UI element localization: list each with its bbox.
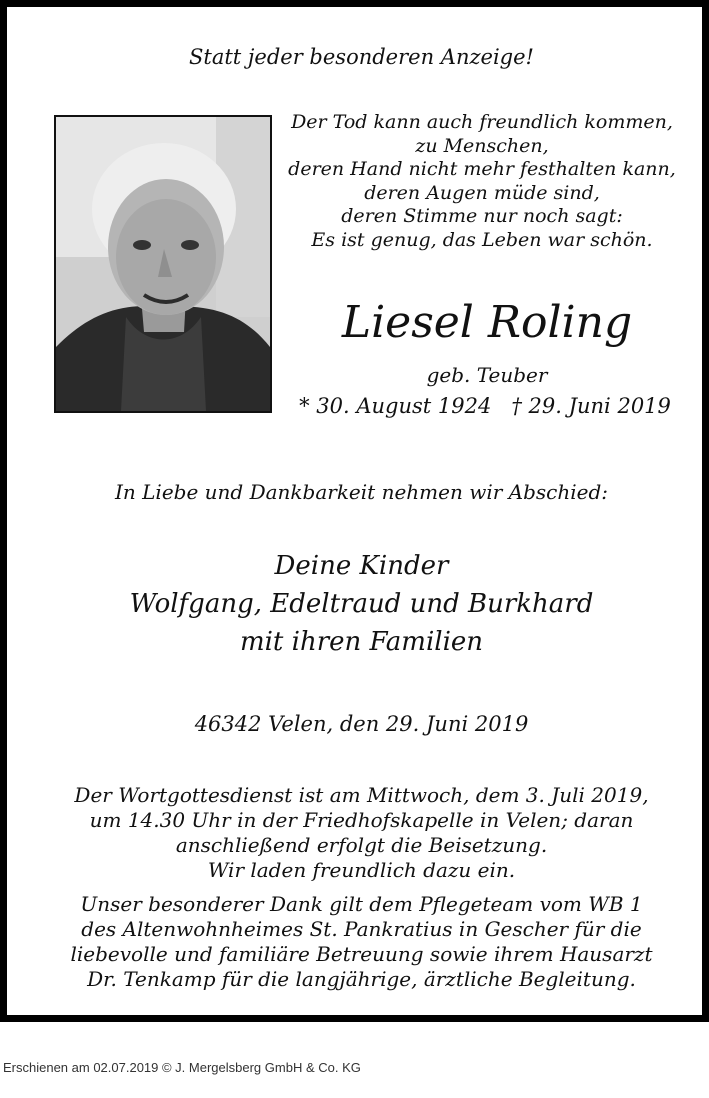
poem-line: zu Menschen, — [415, 134, 549, 157]
poem — [277, 111, 687, 252]
poem-line: deren Hand nicht mehr festhalten kann, — [288, 158, 676, 180]
deceased-name: Liesel Roling — [341, 297, 633, 348]
service-line: anschließend erfolgt die Beisetzung. — [175, 833, 548, 857]
life-dates: * 30. August 1924 † 29. Juni 2019 — [299, 394, 671, 418]
publication-footer: Erschienen am 02.07.2019 © J. Mergelsberg GmbH & Co. KG — [3, 1060, 361, 1075]
place-date: 46342 Velen, den 29. Juni 2019 — [194, 712, 529, 736]
birth-name: geb. Teuber — [426, 363, 548, 387]
portrait-image — [56, 117, 270, 411]
service-line: Wir laden freundlich dazu ein. — [207, 858, 516, 882]
poem-line: deren Stimme nur noch sagt: — [341, 205, 623, 227]
thanks-line: Dr. Tenkamp für die langjährige, ärztliche Begleitung. — [87, 967, 636, 991]
family-line: Wolfgang, Edeltraud und Burkhard — [129, 589, 594, 619]
thanks-line: liebevolle und familiäre Betreuung sowie ihrem Hausarzt — [70, 942, 653, 966]
poem-line: deren Augen müde sind, — [364, 181, 600, 204]
portrait-photo — [54, 115, 272, 413]
service-info — [7, 783, 709, 883]
thanks-text — [7, 892, 709, 992]
family-block — [7, 547, 709, 661]
farewell-intro: In Liebe und Dankbarkeit nehmen wir Abschied: — [115, 480, 608, 504]
service-line: um 14.30 Uhr in der Friedhofskapelle in Velen; daran — [89, 808, 634, 832]
notice-header: Statt jeder besonderen Anzeige! — [189, 45, 534, 69]
poem-line: Der Tod kann auch freundlich kommen, — [291, 111, 673, 133]
service-line: Der Wortgottesdienst ist am Mittwoch, dem 3. Juli 2019, — [74, 783, 649, 807]
thanks-line: Unser besonderer Dank gilt dem Pflegeteam vom WB 1 — [80, 892, 643, 916]
family-line: Deine Kinder — [274, 551, 449, 581]
thanks-line: des Altenwohnheimes St. Pankratius in Gescher für die — [81, 917, 642, 941]
poem-line: Es ist genug, das Leben war schön. — [311, 228, 653, 251]
family-line: mit ihren Familien — [239, 627, 484, 657]
